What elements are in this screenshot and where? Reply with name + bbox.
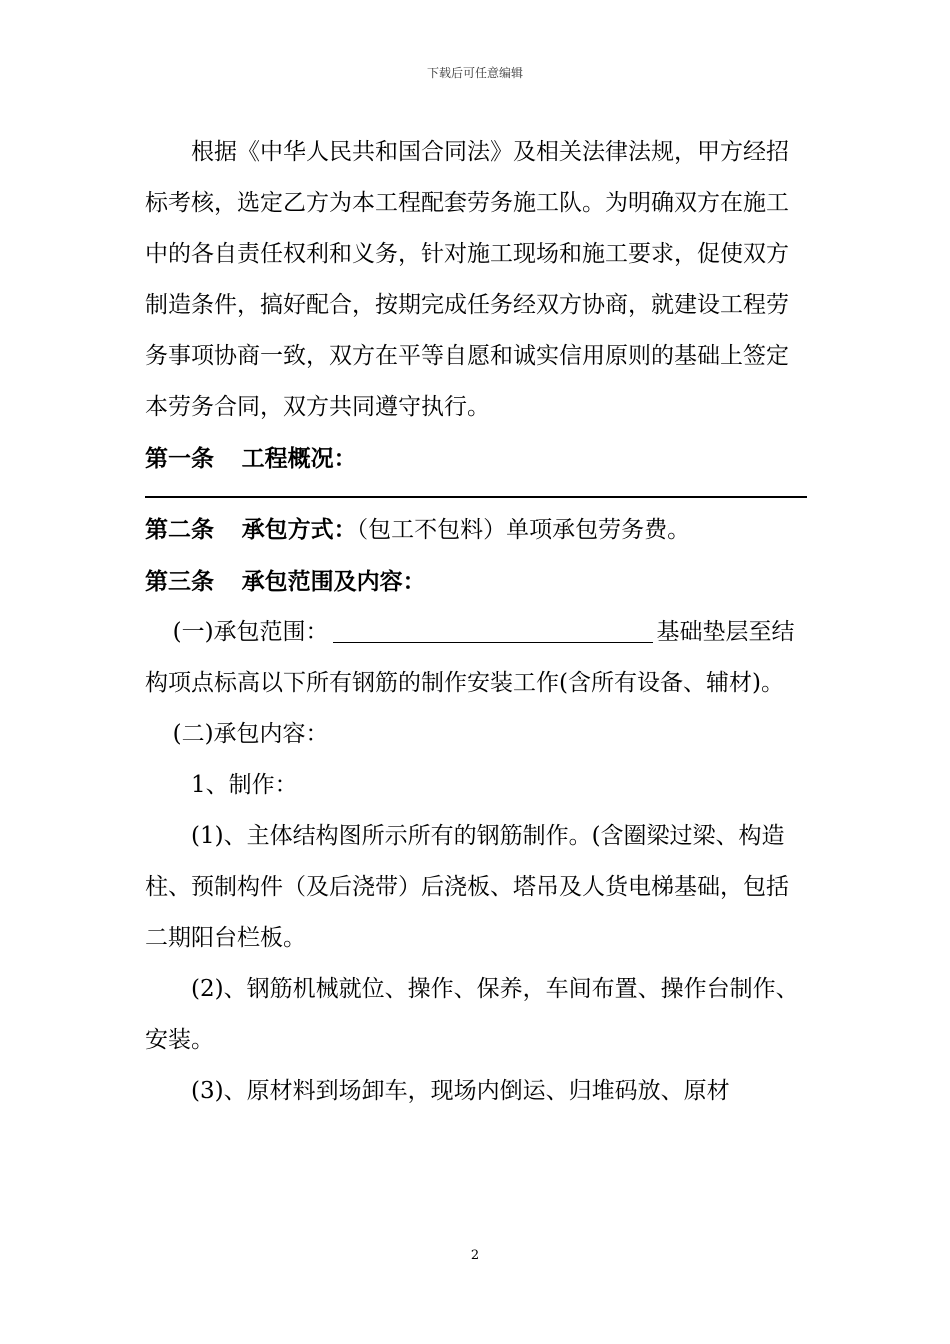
article-1-title: 工程概况： (241, 445, 357, 472)
article-2-title: 承包方式： (241, 516, 357, 543)
item-1: 1、制作： (191, 772, 298, 798)
article-3-title: 承包范围及内容： (241, 568, 426, 595)
scope-blank-line (333, 641, 653, 643)
scope-label: (一)承包范围： (172, 619, 329, 645)
document-body (145, 127, 810, 1117)
article-2-text: （包工不包料）单项承包劳务费。 (356, 517, 691, 543)
content-label: (二)承包内容： (172, 721, 329, 747)
scope-text: 基础垫层至结构项点标高以下所有钢筋的制作安装工作(含所有设备、辅材)。 (145, 619, 795, 696)
sub-item-2: (2)、钢筋机械就位、操作、保养，车间布置、操作台制作、安装。 (145, 976, 799, 1053)
page-header: 下载后可任意编辑 (426, 66, 523, 80)
article-1-heading (145, 433, 810, 484)
article-3-number: 第三条 (145, 568, 214, 595)
sub-item-1: (1)、主体结构图所示所有的钢筋制作。(含圈梁过梁、构造柱、预制构件（及后浇带）后浇板、塔吊及人货电梯基础，包括二期阳台栏板。 (145, 823, 789, 951)
intro-paragraph: 根据《中华人民共和国合同法》及相关法律法规，甲方经招标考核，选定乙方为本工程配套劳务施工队。为明确双方在施工中的各自责任权利和义务，针对施工现场和施工要求，促使双方制造条件，搞好配合，按期完成任务经双方协商，就建设工程劳务事项协商一致，双方在平等自愿和诚实信用原则的基础上签定本劳务合同，双方共同遵守执行。 (145, 139, 789, 420)
scope-paragraph (145, 607, 810, 709)
article-3-heading (145, 556, 810, 607)
article-1-number: 第一条 (145, 445, 214, 472)
article-2-heading (145, 504, 810, 556)
article-2-number: 第二条 (145, 516, 214, 543)
fill-in-line (145, 496, 807, 498)
sub-item-3: (3)、原材料到场卸车，现场内倒运、归堆码放、原材 (191, 1078, 730, 1104)
page-number: 2 (470, 1248, 480, 1263)
